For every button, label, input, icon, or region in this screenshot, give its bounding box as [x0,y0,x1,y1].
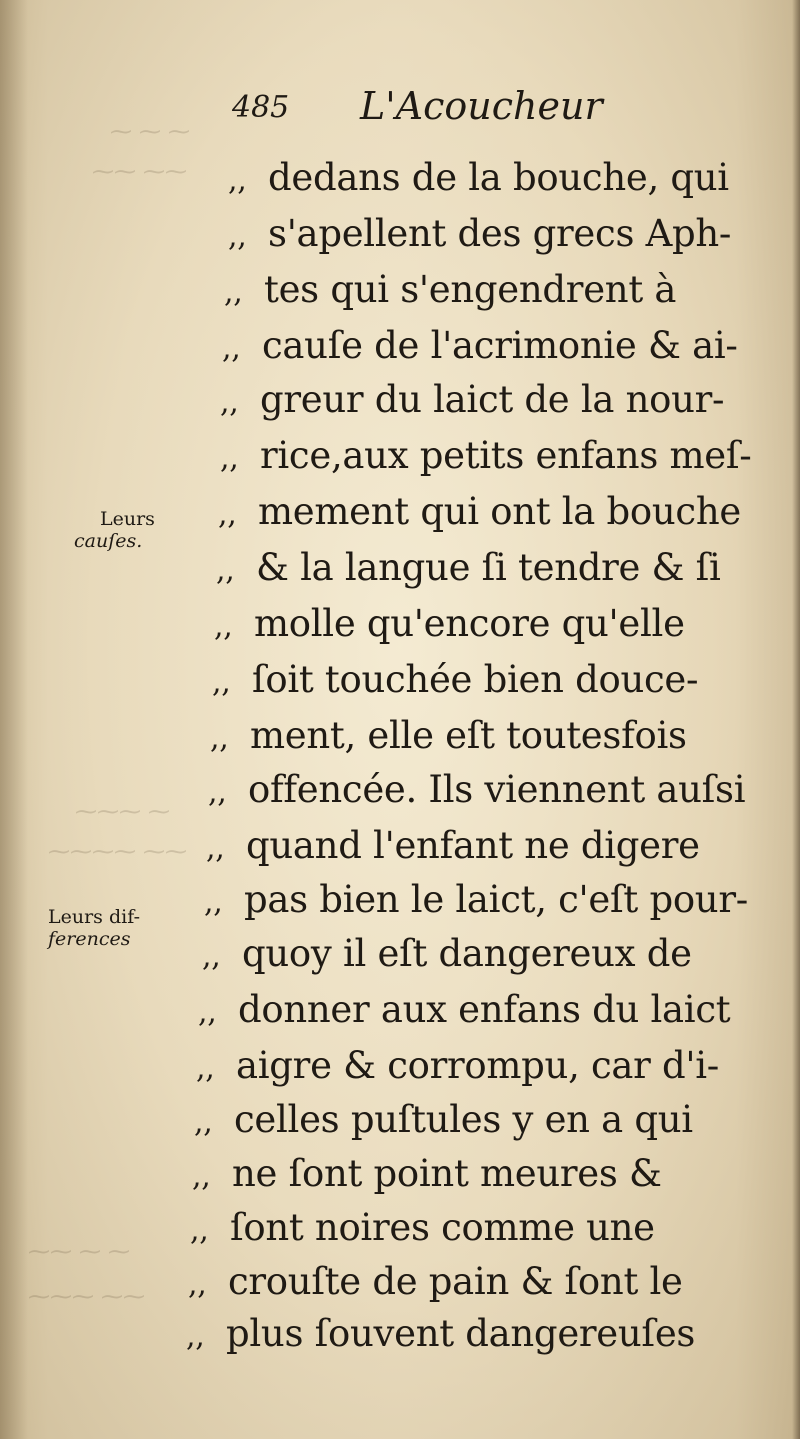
margin-note [74,508,155,552]
show-through-mark: ⁓⁓⁓ ⁓⁓ [28,1285,145,1310]
quote-mark: ,, [222,331,241,366]
line-text: pas bien le laict, c'eſt pour- [244,878,748,921]
page-header [232,84,652,134]
quote-mark: ,, [228,219,247,254]
text-line [228,150,729,206]
margin-note-line: ferences [48,928,131,950]
text-line [196,1038,719,1094]
quote-mark: ,, [206,831,225,866]
text-line [220,428,751,484]
quote-mark: ,, [228,163,247,198]
margin-note [48,906,140,950]
quote-mark: ,, [194,1105,213,1140]
line-text: ſont noires comme une [230,1206,655,1249]
margin-note-line: Leurs [100,508,155,530]
quote-mark: ,, [212,665,231,700]
quote-mark: ,, [204,885,223,920]
line-text: ſoit touchée bien douce- [252,658,699,701]
quote-mark: ,, [210,721,229,756]
text-line [216,540,721,596]
show-through-mark: ⁓⁓⁓ ⁓ [75,800,170,825]
text-line [202,926,692,982]
quote-mark: ,, [192,1159,211,1194]
text-line [228,206,731,262]
line-text: quand l'enfant ne digere [246,824,700,867]
page-edge [792,0,800,1439]
margin-note-line: Leurs dif- [48,906,140,928]
quote-mark: ,, [208,775,227,810]
line-text: celles puſtules y en a qui [234,1098,693,1141]
text-line [190,1200,655,1256]
line-text: mement qui ont la bouche [258,490,741,533]
line-text: & la langue ſi tendre & ſi [256,546,721,589]
text-line [192,1146,662,1202]
text-line [206,818,700,874]
text-line [210,708,687,764]
text-line [224,262,676,318]
text-line [212,652,698,708]
page-number: 485 [232,90,290,125]
show-through-mark: ⁓⁓ ⁓⁓ [92,160,187,185]
line-text: dedans de la bouche, qui [268,156,729,199]
quote-mark: ,, [218,497,237,532]
line-text: tes qui s'engendrent à [264,268,677,311]
line-text: quoy il eſt dangereux de [242,932,692,975]
quote-mark: ,, [188,1267,207,1302]
text-line [204,872,748,928]
line-text: cauſe de l'acrimonie & ai- [262,324,738,367]
line-text: rice,aux petits enfans meſ- [260,434,752,477]
show-through-mark: ⁓ ⁓ ⁓ [110,120,190,145]
quote-mark: ,, [224,275,243,310]
show-through-mark: ⁓⁓ ⁓ ⁓ [28,1240,130,1265]
text-line [220,372,724,428]
quote-mark: ,, [196,1051,215,1086]
line-text: greur du laict de la nour- [260,378,725,421]
show-through-mark: ⁓⁓⁓⁓ ⁓⁓ [48,840,187,865]
quote-mark: ,, [220,441,239,476]
quote-mark: ,, [198,995,217,1030]
line-text: molle qu'encore qu'elle [254,602,685,645]
margin-note-line: cauſes. [74,530,143,552]
quote-mark: ,, [186,1319,205,1354]
line-text: donner aux enfans du laict [238,988,731,1031]
quote-mark: ,, [220,385,239,420]
quote-mark: ,, [214,609,233,644]
text-line [198,982,730,1038]
line-text: ne ſont point meures & [232,1152,662,1195]
line-text: offencée. Ils viennent auſsi [248,768,746,811]
running-title: L'Acoucheur [360,84,603,128]
line-text: aigre & corrompu, car d'i- [236,1044,720,1087]
text-line [222,318,738,374]
line-text: plus ſouvent dangereuſes [226,1312,696,1355]
text-line [214,596,685,652]
text-line [218,484,741,540]
text-line [186,1306,695,1362]
line-text: s'apellent des grecs Aph- [268,212,732,255]
line-text: crouſte de pain & ſont le [228,1260,683,1303]
line-text: ment, elle eſt toutesfois [250,714,687,757]
quote-mark: ,, [216,553,235,588]
text-line [194,1092,693,1148]
quote-mark: ,, [202,939,221,974]
text-line [208,762,745,818]
quote-mark: ,, [190,1213,209,1248]
gutter-shadow [0,0,28,1439]
text-line [188,1254,683,1310]
